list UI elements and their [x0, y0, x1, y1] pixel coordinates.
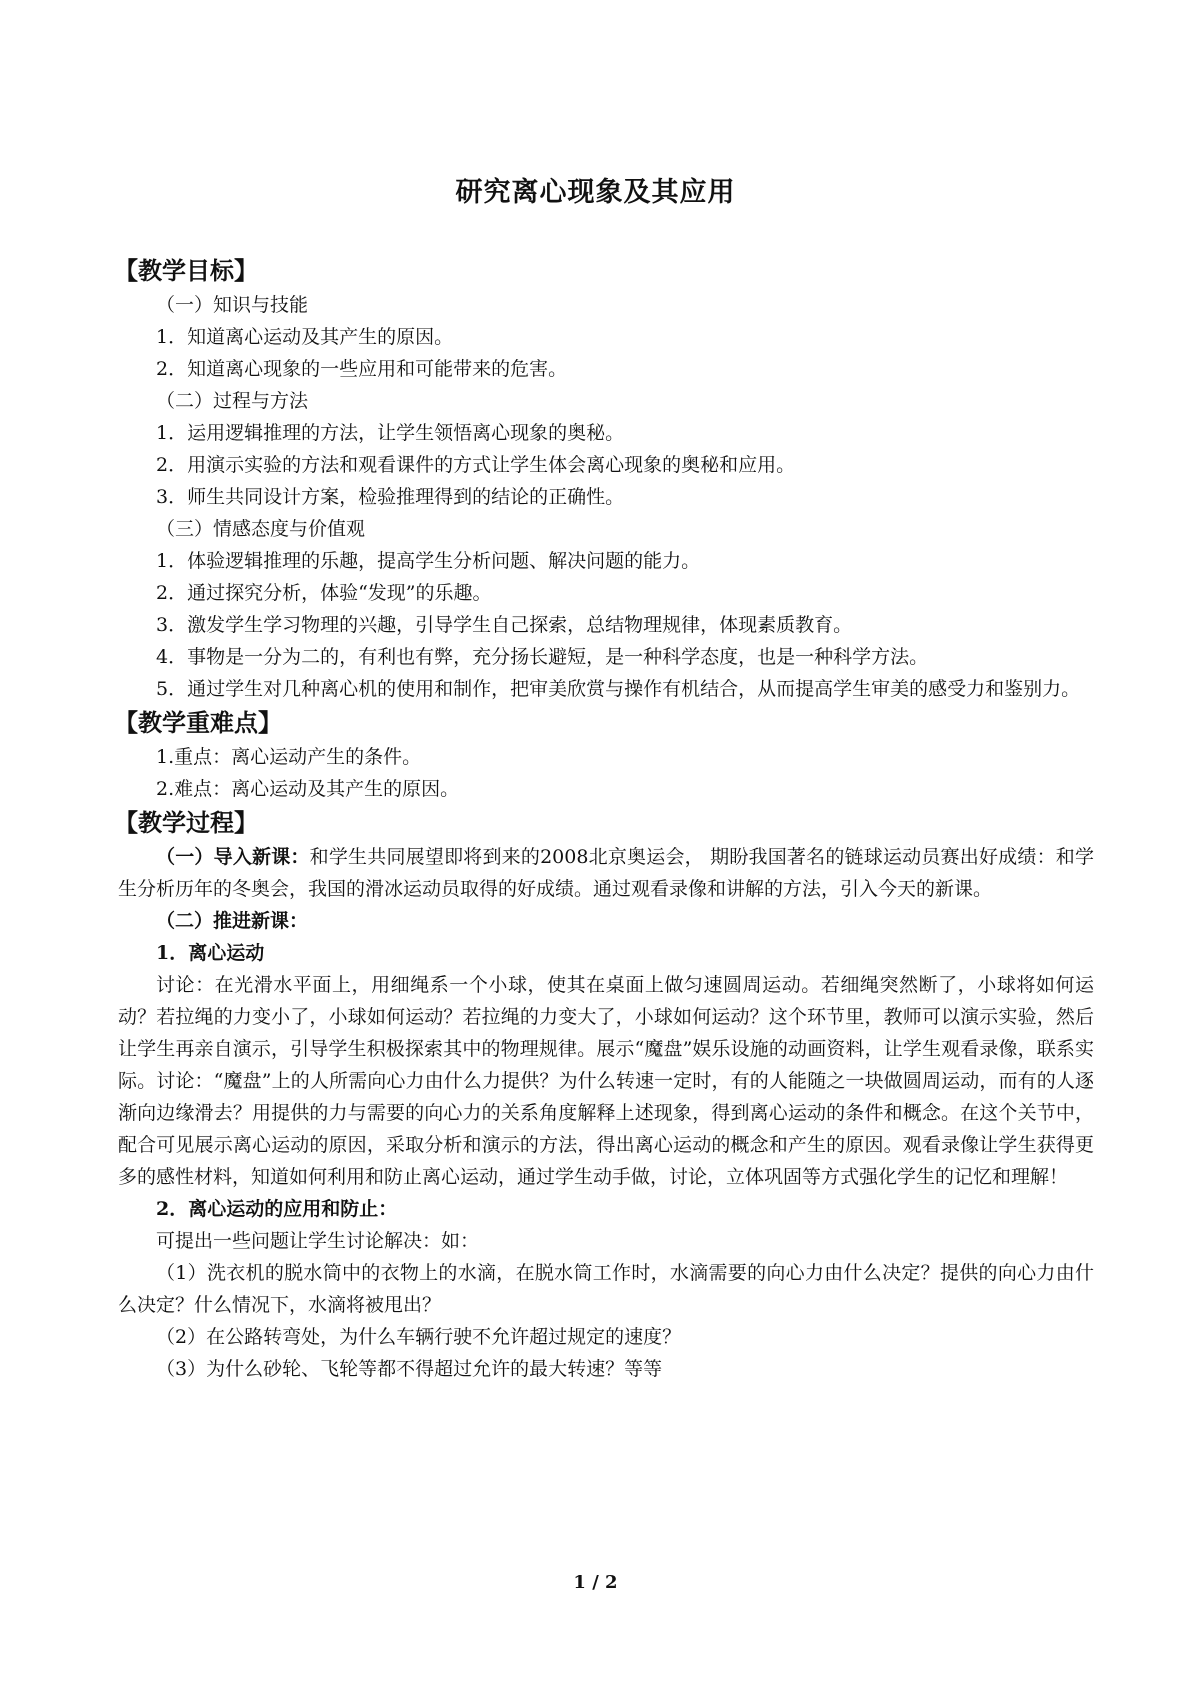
list-item: 1.重点：离心运动产生的条件。 — [156, 746, 422, 768]
question-item: （2）在公路转弯处，为什么车辆行驶不允许超过规定的速度？ — [156, 1326, 682, 1348]
goals-sub1: （一）知识与技能 — [156, 294, 309, 316]
page-title: 研究离心现象及其应用 — [455, 177, 736, 208]
question-item: （3）为什么砂轮、飞轮等都不得超过允许的最大转速？等等 — [156, 1358, 663, 1380]
list-item: 2．知道离心现象的一些应用和可能带来的危害。 — [156, 358, 568, 380]
list-item: 2．用演示实验的方法和观看课件的方式让学生体会离心现象的奥秘和应用。 — [156, 454, 796, 476]
list-item: 2.难点：离心运动及其产生的原因。 — [156, 778, 460, 800]
list-item: 3．师生共同设计方案，检验推理得到的结论的正确性。 — [156, 486, 625, 508]
topic1-heading: 1．离心运动 — [156, 942, 265, 964]
goals-sub2: （二）过程与方法 — [156, 390, 309, 412]
list-item: 1．运用逻辑推理的方法，让学生领悟离心现象的奥秘。 — [156, 422, 625, 444]
process-heading: 【教学过程】 — [114, 809, 258, 837]
intro-label: （一）导入新课： — [156, 846, 310, 868]
list-item: 2．通过探究分析，体验“发现”的乐趣。 — [156, 582, 492, 604]
list-item: 1．体验逻辑推理的乐趣，提高学生分析问题、解决问题的能力。 — [156, 550, 701, 572]
goals-heading: 【教学目标】 — [114, 257, 258, 285]
document-body — [114, 253, 1094, 1385]
page-number: 1 / 2 — [573, 1572, 618, 1593]
goals-sub3: （三）情感态度与价值观 — [156, 518, 366, 540]
intro-text: 和学生共同展望即将到来的2008北京奥运会， 期盼我国著名的链球运动员赛出好成绩：和学生分析历年的冬奥会，我国的滑冰运动员取得的好成绩。通过观看录像和讲解的方法，引入今天的新课。 — [118, 846, 1094, 900]
key-points-heading: 【教学重难点】 — [114, 709, 282, 737]
list-item: 5．通过学生对几种离心机的使用和制作，把审美欣赏与操作有机结合，从而提高学生审美的感受力和鉴别力。 — [156, 678, 1081, 700]
discussion-paragraph: 讨论：在光滑水平面上，用细绳系一个小球，使其在桌面上做匀速圆周运动。若细绳突然断了，小球将如何运动？若拉绳的力变小了，小球如何运动？若拉绳的力变大了，小球如何运动？这个环节里，教师可以演示实验，然后让学生再亲自演示，引导学生积极探索其中的物理规律。展示“魔盘”娱乐设施的动画资料，让学生观看录像，联系实际。讨论：“魔盘”上的人所需向心力由什么力提供？为什么转速一定时，有的人能随之一块做圆周运动，而有的人逐渐向边缘滑去？用提供的力与需要的向心力的关系角度解释上述现象，得到离心运动的条件和概念。在这个关节中，配合可见展示离心运动的原因，采取分析和演示的方法，得出离心运动的概念和产生的原因。观看录像让学生获得更多的感性材料，知道如何利用和防止离心运动，通过学生动手做，讨论，立体巩固等方式强化学生的记忆和理解！ — [118, 974, 1094, 1188]
question-item: （1）洗衣机的脱水筒中的衣物上的水滴，在脱水筒工作时，水滴需要的向心力由什么决定？提供的向心力由什么决定？什么情况下，水滴将被甩出？ — [118, 1262, 1094, 1316]
new-lesson-label: （二）推进新课： — [156, 910, 309, 932]
topic2-heading: 2．离心运动的应用和防止： — [156, 1198, 398, 1220]
list-item: 3．激发学生学习物理的兴趣，引导学生自己探索，总结物理规律，体现素质教育。 — [156, 614, 853, 636]
list-item: 1．知道离心运动及其产生的原因。 — [156, 326, 454, 348]
list-item: 4．事物是一分为二的，有利也有弊，充分扬长避短，是一种科学态度，也是一种科学方法。 — [156, 646, 929, 668]
prompt-text: 可提出一些问题让学生讨论解决：如： — [156, 1230, 480, 1252]
intro-paragraph — [118, 841, 1094, 905]
